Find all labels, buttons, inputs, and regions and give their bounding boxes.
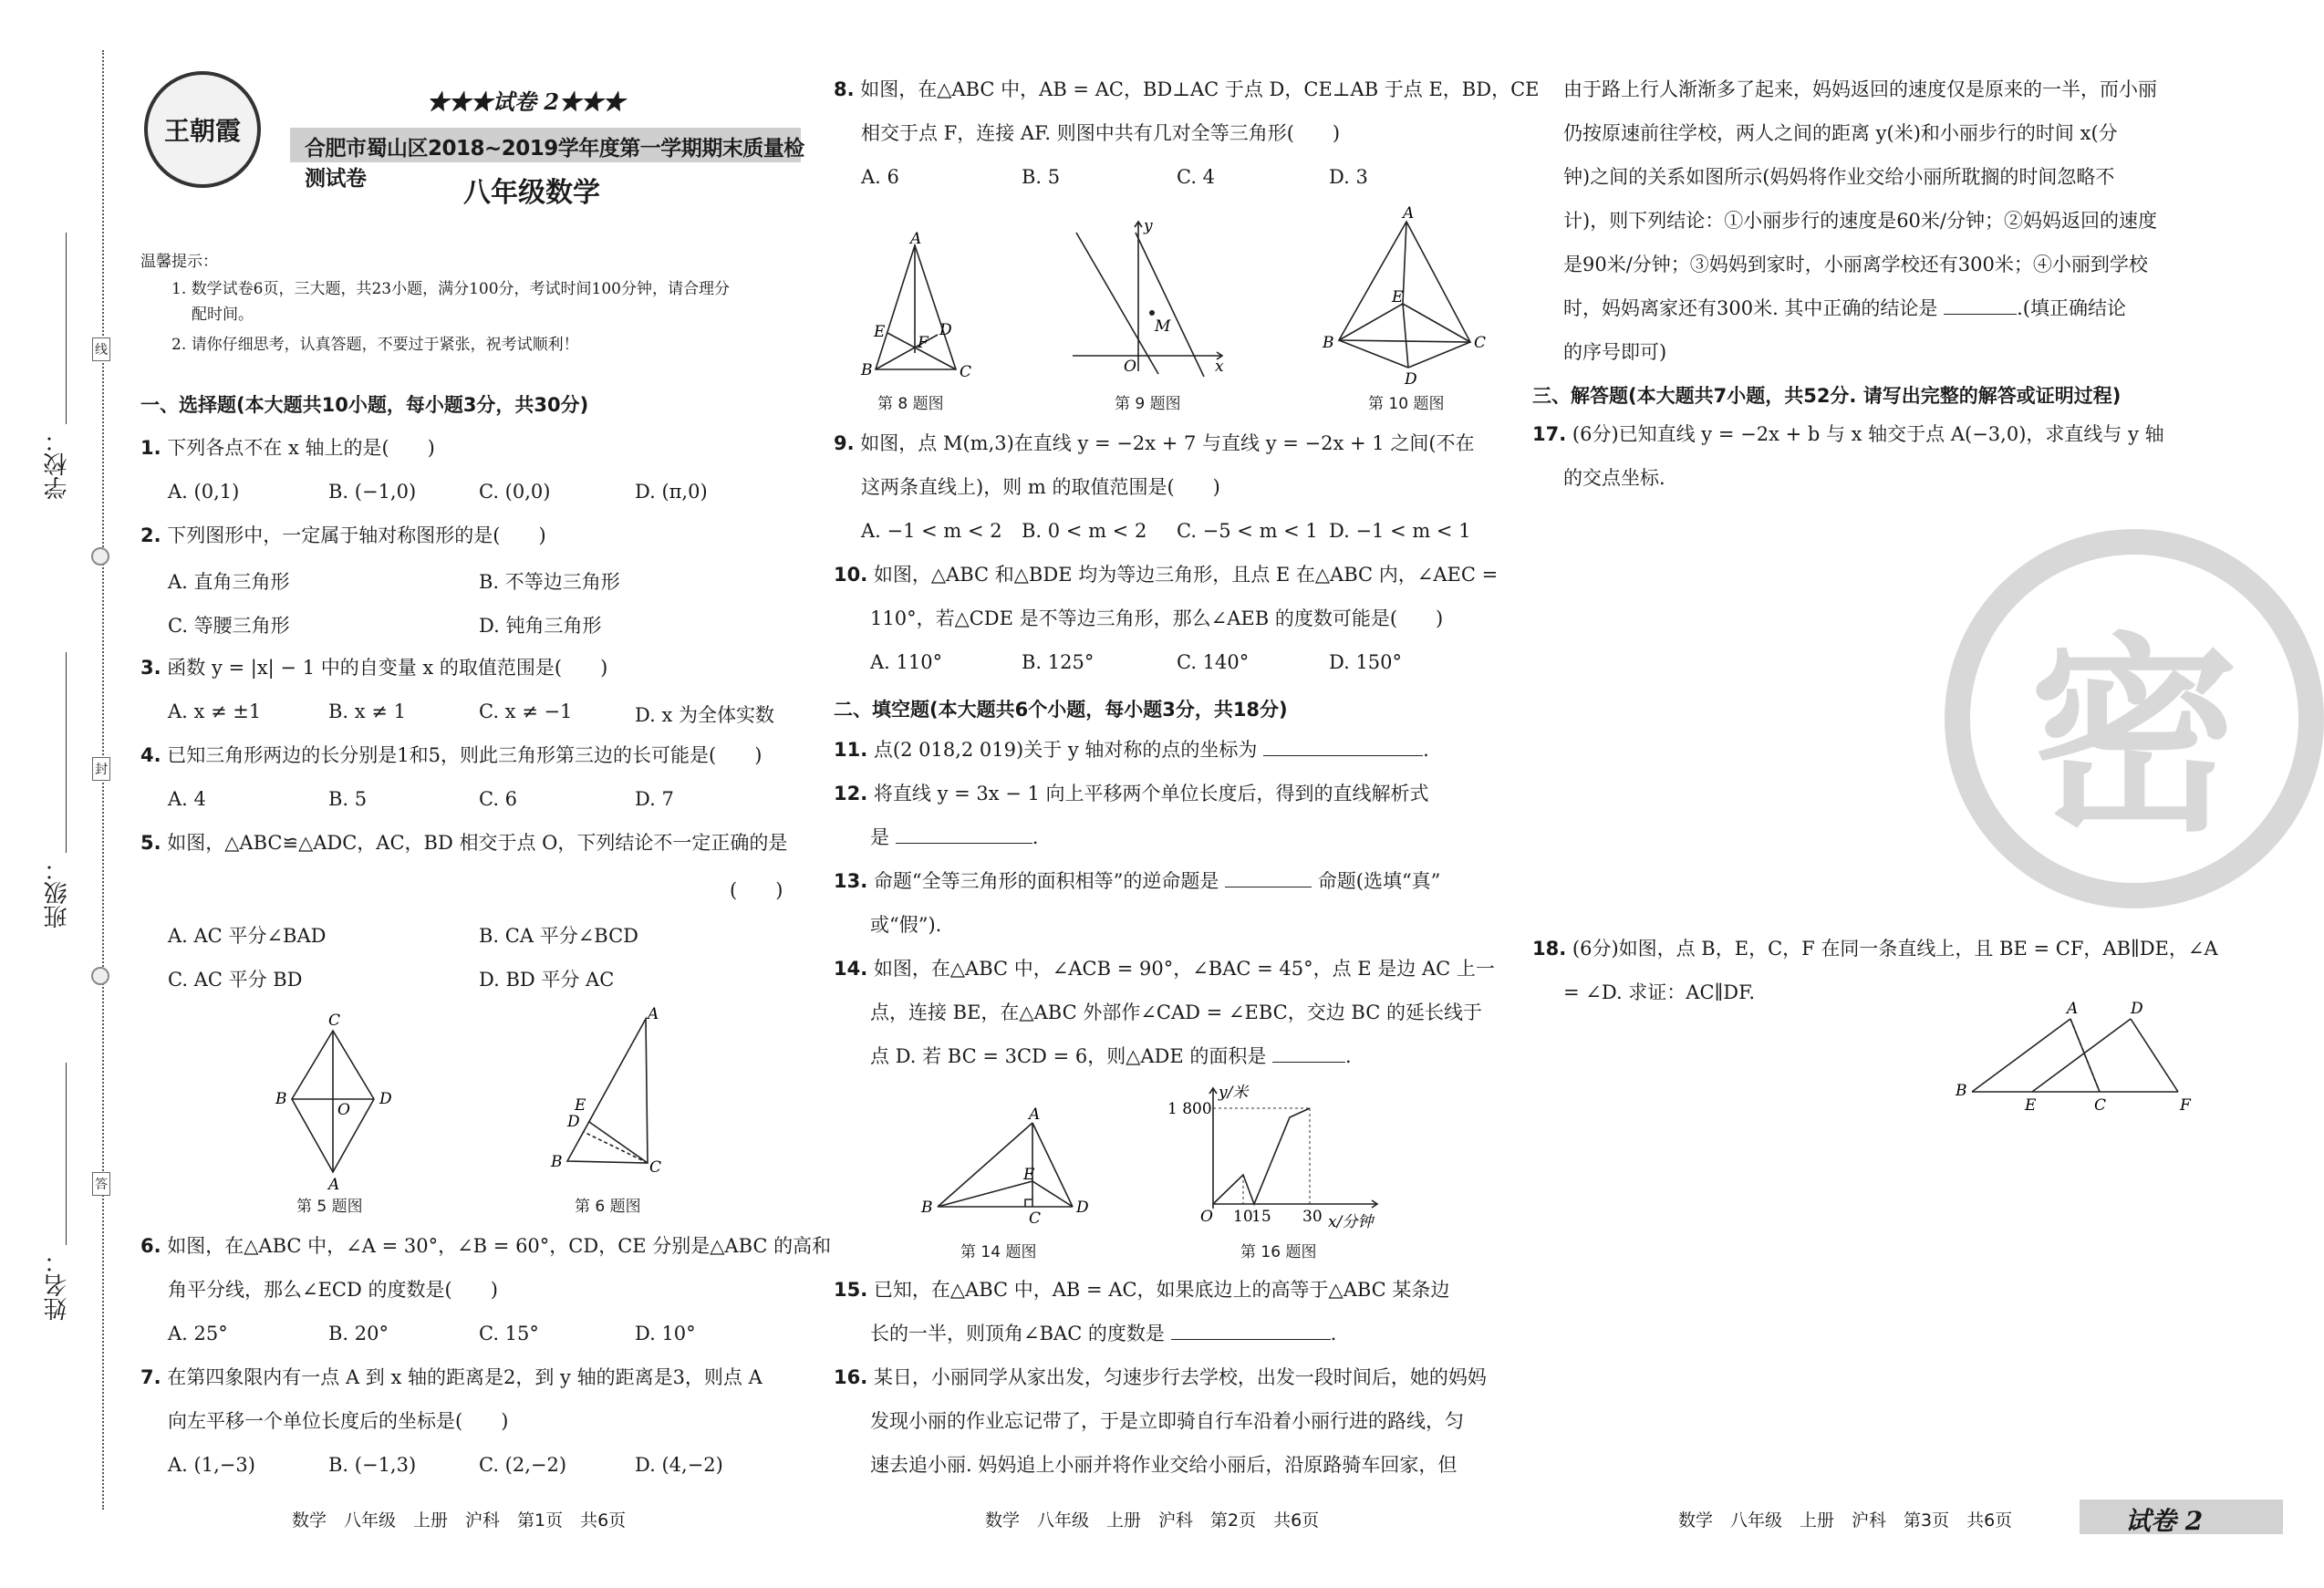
q11-answer-blank[interactable] — [1263, 754, 1423, 756]
q6-option-c[interactable]: C. 15° — [479, 1323, 539, 1344]
q5-option-c[interactable]: C. AC 平分 BD — [168, 969, 303, 991]
exam-title: 合肥市蜀山区2018~2019学年度第一学期期末质量检测试卷 — [305, 137, 804, 191]
question-17-cont: 的交点坐标. — [1563, 467, 1665, 489]
fig14-label-e: E — [1023, 1166, 1035, 1184]
fig14-label-a: A — [1029, 1105, 1041, 1124]
question-14: 14. 如图，在△ABC 中，∠ACB = 90°，∠BAC = 45°，点 E 是边 AC 上一 — [834, 958, 1495, 980]
fig8-label-c: C — [960, 363, 972, 381]
q4-option-b[interactable]: B. 5 — [328, 788, 368, 810]
q9-option-b[interactable]: B. 0 < m < 2 — [1022, 520, 1147, 542]
q3-option-b[interactable]: B. x ≠ 1 — [328, 701, 406, 722]
question-8-cont: 相交于点 F，连接 AF. 则图中共有几对全等三角形( ) — [861, 122, 1341, 144]
fig16-caption: 第 16 题图 — [1240, 1243, 1317, 1261]
fig5-label-o: O — [337, 1101, 350, 1119]
section-3-title: 三、解答题(本大题共7小题，共52分. 请写出完整的解答或证明过程) — [1532, 385, 2122, 407]
question-15-cont: 长的一半，则顶角∠BAC 的度数是 . — [870, 1323, 1337, 1344]
q8-option-a[interactable]: A. 6 — [861, 166, 899, 188]
fig6-label-c: C — [649, 1158, 662, 1177]
q10-option-b[interactable]: B. 125° — [1022, 651, 1095, 673]
fig8-label-e: E — [874, 323, 886, 341]
binding-hole-icon — [91, 547, 109, 566]
question-4: 4. 已知三角形两边的长分别是1和5，则此三角形第三边的长可能是( ) — [140, 744, 763, 766]
q6-option-d[interactable]: D. 10° — [635, 1323, 696, 1344]
question-8: 8. 如图，在△ABC 中，AB = AC，BD⊥AC 于点 D，CE⊥AB 于点 E，BD，CE — [834, 78, 1540, 100]
question-16-line: 速去追小丽. 妈妈追上小丽并将作业交给小丽后，沿原路骑车回家，但 — [870, 1454, 1458, 1476]
fig9-label-x: x — [1215, 358, 1224, 376]
fig5-label-b: B — [275, 1090, 287, 1108]
q1-option-c[interactable]: C. (0,0) — [479, 481, 551, 503]
fig16-label-30: 30 — [1302, 1208, 1323, 1226]
q1-option-a[interactable]: A. (0,1) — [168, 481, 240, 503]
fig9-label-m: M — [1155, 317, 1171, 336]
q10-option-a[interactable]: A. 110° — [870, 651, 943, 673]
fig8-label-f: F — [918, 334, 929, 352]
question-9: 9. 如图，点 M(m,3)在直线 y = −2x + 7 与直线 y = −2x + 1 之间(不在 — [834, 432, 1475, 454]
fig6-label-b: B — [551, 1153, 563, 1171]
fig10-label-c: C — [1474, 334, 1487, 352]
fig16-label-o: O — [1200, 1208, 1213, 1226]
fig16-label-1800: 1 800 — [1167, 1100, 1212, 1118]
q9-option-d[interactable]: D. −1 < m < 1 — [1329, 520, 1471, 542]
question-16-cont: 的序号即可) — [1563, 341, 1667, 363]
question-6: 6. 如图，在△ABC 中，∠A = 30°，∠B = 60°，CD，CE 分别是△ABC 的高和 — [140, 1235, 832, 1257]
question-17: 17. (6分)已知直线 y = −2x + b 与 x 轴交于点 A(−3,0)，求直线与 y 轴 — [1532, 423, 2164, 445]
q9-option-a[interactable]: A. −1 < m < 2 — [861, 520, 1002, 542]
question-7-cont: 向左平移一个单位长度后的坐标是( ) — [168, 1410, 509, 1432]
q6-option-a[interactable]: A. 25° — [168, 1323, 228, 1344]
tips-item: 2. 请你仔细思考，认真答题，不要过于紧张，祝考试顺利！ — [171, 336, 579, 354]
fig8-label-b: B — [861, 361, 873, 379]
q10-option-d[interactable]: D. 150° — [1329, 651, 1403, 673]
fig10-label-d: D — [1405, 370, 1417, 389]
logo-text: 王朝霞 — [163, 116, 241, 146]
question-15: 15. 已知，在△ABC 中，AB = AC，如果底边上的高等于△ABC 某条边 — [834, 1279, 1450, 1301]
q4-option-a[interactable]: A. 4 — [168, 788, 206, 810]
seal-char-answer: 答 — [92, 1172, 110, 1196]
fig18-label-b: B — [1956, 1082, 1967, 1100]
question-18: 18. (6分)如图，点 B，E，C，F 在同一条直线上，且 BE = CF，AB∥DE，∠A — [1532, 938, 2218, 960]
fig18-label-a: A — [2067, 1000, 2079, 1018]
question-13: 13. 命题“全等三角形的面积相等”的逆命题是 命题(选填“真” — [834, 870, 1441, 892]
question-16: 16. 某日，小丽同学从家出发，匀速步行去学校，出发一段时间后，她的妈妈 — [834, 1366, 1487, 1388]
page-column-1 — [128, 0, 832, 1588]
q7-option-c[interactable]: C. (2,−2) — [479, 1454, 567, 1476]
q5-option-d[interactable]: D. BD 平分 AC — [479, 969, 615, 991]
figure-14 — [921, 1105, 1089, 1236]
tips-item: 1. 数学试卷6页，三大题，共23小题，满分100分，考试时间100分钟，请合理分 — [171, 280, 730, 298]
q8-option-c[interactable]: C. 4 — [1177, 166, 1216, 188]
fig14-label-c: C — [1029, 1209, 1042, 1228]
q8-option-d[interactable]: D. 3 — [1329, 166, 1368, 188]
question-16-cont: 时，妈妈离家还有300米. 其中正确的结论是 .(填正确结论 — [1563, 297, 2126, 319]
fig14-label-d: D — [1076, 1199, 1089, 1217]
q6-option-b[interactable]: B. 20° — [328, 1323, 389, 1344]
footer-badge: 试卷 2 — [2125, 1506, 2204, 1536]
q5-option-a[interactable]: A. AC 平分∠BAD — [168, 925, 327, 947]
fig14-label-b: B — [921, 1199, 933, 1217]
question-12-cont: 是 . — [870, 826, 1039, 848]
q18-answer-area[interactable] — [1563, 1131, 2257, 1487]
header-banner — [135, 71, 810, 208]
question-13-cont: 或“假”). — [870, 914, 942, 936]
fig9-label-o: O — [1124, 358, 1136, 376]
q12-answer-blank[interactable] — [896, 842, 1032, 844]
figure-9 — [1067, 214, 1231, 379]
q4-option-c[interactable]: C. 6 — [479, 788, 518, 810]
fig18-label-f: F — [2180, 1096, 2191, 1115]
q5-answer-paren: ( ) — [730, 879, 783, 901]
question-14-cont2: 点 D. 若 BC = 3CD = 6，则△ADE 的面积是 . — [870, 1045, 1352, 1067]
question-2: 2. 下列图形中，一定属于轴对称图形的是( ) — [140, 524, 546, 546]
q8-option-b[interactable]: B. 5 — [1022, 166, 1061, 188]
figure-5 — [255, 1012, 438, 1195]
fig16-label-y: y/米 — [1219, 1084, 1249, 1102]
figure-16 — [1167, 1081, 1386, 1236]
question-16-cont: 是90米/分钟；③妈妈到家时，小丽离学校还有300米；④小丽到学校 — [1563, 254, 2148, 275]
q2-option-d[interactable]: D. 钝角三角形 — [479, 615, 602, 637]
question-7: 7. 在第四象限内有一点 A 到 x 轴的距离是2，到 y 轴的距离是3，则点 A — [140, 1366, 763, 1388]
q7-option-a[interactable]: A. (1,−3) — [168, 1454, 255, 1476]
exam-badge: ★★★试卷 2★★★ — [427, 88, 626, 115]
q17-answer-area[interactable] — [1563, 511, 1946, 912]
fig10-caption: 第 10 题图 — [1368, 395, 1445, 413]
seal-char-line: 线 — [92, 337, 110, 361]
q3-option-a[interactable]: A. x ≠ ±1 — [168, 701, 262, 722]
fig6-label-e: E — [575, 1096, 586, 1115]
fig5-label-c: C — [328, 1012, 341, 1030]
tips-item: 配时间。 — [192, 306, 254, 324]
fig8-label-a: A — [910, 230, 922, 248]
fig18-label-d: D — [2131, 1000, 2143, 1018]
fig16-label-15: 15 — [1251, 1208, 1271, 1226]
q2-option-a[interactable]: A. 直角三角形 — [168, 571, 290, 593]
q16-answer-blank[interactable] — [1944, 313, 2017, 315]
q14-answer-blank[interactable] — [1272, 1061, 1345, 1063]
q2-option-c[interactable]: C. 等腰三角形 — [168, 615, 290, 637]
fig8-label-d: D — [939, 321, 952, 339]
q1-option-b[interactable]: B. (−1,0) — [328, 481, 417, 503]
tips-title: 温馨提示： — [140, 253, 218, 271]
binding-margin — [0, 0, 128, 1588]
question-14-cont: 点，连接 BE，在△ABC 外部作∠CAD = ∠EBC，交边 BC 的延长线于 — [870, 1002, 1482, 1023]
q10-option-c[interactable]: C. 140° — [1177, 651, 1250, 673]
binding-hole-icon — [91, 967, 109, 985]
q2-option-b[interactable]: B. 不等边三角形 — [479, 571, 620, 593]
question-10-cont: 110°，若△CDE 是不等边三角形，那么∠AEB 的度数可能是( ) — [870, 607, 1444, 629]
question-18-cont: = ∠D. 求证：AC∥DF. — [1563, 981, 1756, 1003]
section-2-title: 二、填空题(本大题共6个小题，每小题3分，共18分) — [834, 699, 1288, 721]
question-12: 12. 将直线 y = 3x − 1 向上平移两个单位长度后，得到的直线解析式 — [834, 783, 1429, 804]
fig6-label-d: D — [567, 1113, 580, 1131]
figure-8 — [857, 230, 994, 381]
fig5-caption: 第 5 题图 — [296, 1198, 363, 1216]
question-6-cont: 角平分线，那么∠ECD 的度数是( ) — [168, 1279, 498, 1301]
q4-option-d[interactable]: D. 7 — [635, 788, 674, 810]
fig8-caption: 第 8 题图 — [877, 395, 944, 413]
q3-option-c[interactable]: C. x ≠ −1 — [479, 701, 573, 722]
fig10-label-a: A — [1403, 204, 1415, 223]
page-column-2 — [830, 0, 1540, 1588]
fig5-label-d: D — [379, 1090, 392, 1108]
logo — [144, 71, 261, 188]
fig10-label-b: B — [1323, 334, 1334, 352]
fig10-label-e: E — [1392, 288, 1404, 306]
q5-option-b[interactable]: B. CA 平分∠BCD — [479, 925, 639, 947]
question-3: 3. 函数 y = |x| − 1 中的自变量 x 的取值范围是( ) — [140, 657, 608, 679]
fig14-caption: 第 14 题图 — [960, 1243, 1037, 1261]
q1-option-d[interactable]: D. (π,0) — [635, 481, 708, 503]
footer-page-1: 数学 八年级 上册 沪科 第1页 共6页 — [292, 1510, 627, 1531]
figure-6 — [547, 1005, 666, 1190]
name-field[interactable]: 姓名： — [38, 1063, 75, 1327]
q9-option-c[interactable]: C. −5 < m < 1 — [1177, 520, 1318, 542]
fig6-caption: 第 6 题图 — [575, 1198, 641, 1216]
question-11: 11. 点(2 018,2 019)关于 y 轴对称的点的坐标为 . — [834, 739, 1429, 761]
fig6-label-a: A — [648, 1005, 659, 1023]
q7-option-b[interactable]: B. (−1,3) — [328, 1454, 417, 1476]
subject-title: 八年级数学 — [463, 177, 600, 209]
question-16-cont: 计)，则下列结论：①小丽步行的速度是60米/分钟；②妈妈返回的速度 — [1563, 210, 2157, 232]
fig16-label-x: x/分钟 — [1328, 1213, 1374, 1231]
question-1: 1. 下列各点不在 x 轴上的是( ) — [140, 437, 435, 459]
question-10: 10. 如图，△ABC 和△BDE 均为等边三角形，且点 E 在△ABC 内，∠AEC = — [834, 564, 1499, 586]
question-16-cont: 钟)之间的关系如图所示(妈妈将作业交给小丽所耽搁的时间忽略不 — [1563, 166, 2115, 188]
secret-watermark: 密 — [1945, 529, 2324, 908]
q15-answer-blank[interactable] — [1171, 1338, 1331, 1340]
fig16-label-10: 10 — [1233, 1208, 1253, 1226]
question-16-cont: 由于路上行人渐渐多了起来，妈妈返回的速度仅是原来的一半，而小丽 — [1563, 78, 2157, 100]
q3-option-d[interactable]: D. x 为全体实数 — [635, 704, 774, 726]
q7-option-d[interactable]: D. (4,−2) — [635, 1454, 723, 1476]
fig18-label-e: E — [2025, 1096, 2037, 1115]
school-field[interactable]: 学校： — [38, 233, 75, 506]
seal-char-seal: 封 — [92, 757, 110, 781]
fig5-label-a: A — [328, 1176, 340, 1194]
question-9-cont: 这两条直线上)，则 m 的取值范围是( ) — [861, 476, 1220, 498]
page-column-3 — [1523, 0, 2283, 1588]
figure-10 — [1323, 205, 1487, 388]
class-field[interactable]: 班级： — [38, 652, 75, 944]
section-1-title: 一、选择题(本大题共10小题，每小题3分，共30分) — [140, 394, 589, 416]
q13-answer-blank[interactable] — [1225, 886, 1312, 887]
question-5: 5. 如图，△ABC≌△ADC，AC，BD 相交于点 O，下列结论不一定正确的是 — [140, 832, 788, 854]
question-16-line: 发现小丽的作业忘记带了，于是立即骑自行车沿着小丽行进的路线，匀 — [870, 1410, 1464, 1432]
fig9-caption: 第 9 题图 — [1115, 395, 1181, 413]
fig9-label-y: y — [1144, 217, 1153, 235]
footer-page-3: 数学 八年级 上册 沪科 第3页 共6页 — [1678, 1510, 2013, 1531]
question-16-cont: 仍按原速前往学校，两人之间的距离 y(米)和小丽步行的时间 x(分 — [1563, 122, 2118, 144]
figure-18 — [1952, 999, 2198, 1117]
fig18-label-c: C — [2094, 1096, 2107, 1115]
footer-page-2: 数学 八年级 上册 沪科 第2页 共6页 — [985, 1510, 1320, 1531]
